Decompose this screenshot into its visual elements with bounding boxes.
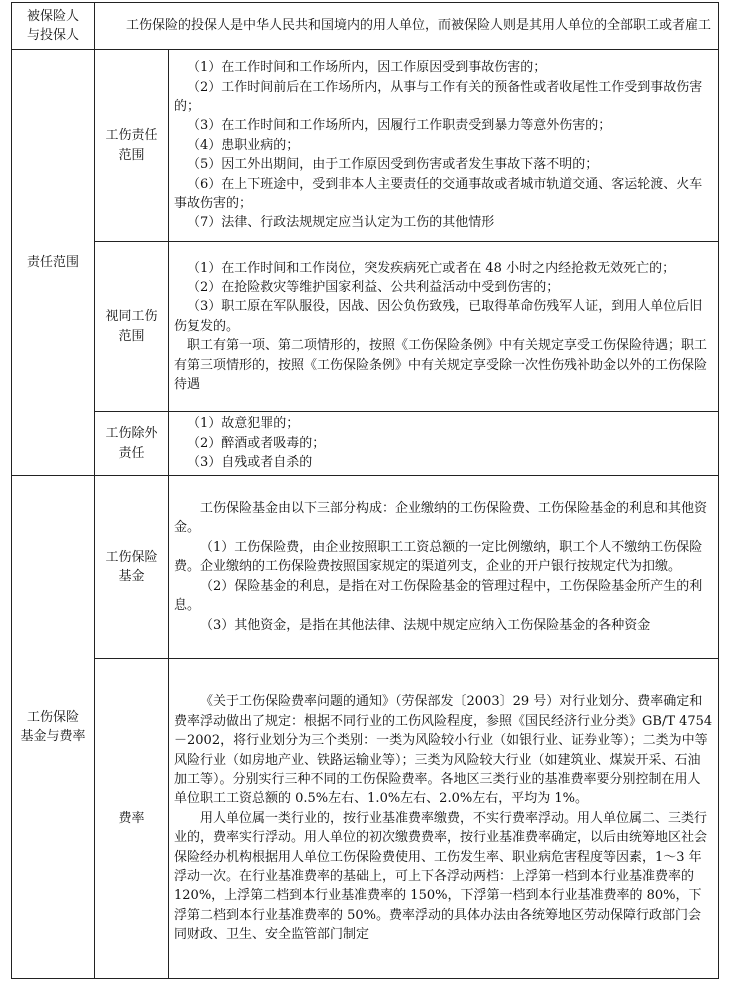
row-insured-policyholder bbox=[12, 3, 719, 50]
fund-rate-label-cell bbox=[12, 476, 95, 979]
insurance-table bbox=[11, 2, 719, 979]
fund-label-line1: 工伤保险 bbox=[105, 549, 158, 565]
exclusion-label-cell bbox=[95, 412, 169, 476]
insured-text: 工伤保险的投保人是中华人民共和国境内的用人单位，而被保险人则是其用人单位的全部职工或者雇工 bbox=[126, 18, 712, 34]
rate-label-cell bbox=[95, 659, 169, 979]
deemed-item-3: （3）职工原在军队服役，因战、因公负伤致残，已取得革命伤残军人证，到用人单位后旧伤复发的。 bbox=[174, 299, 703, 334]
fund-paragraph-3: （2）保险基金的利息，是指在对工伤保险基金的管理过程中，工伤保险基金所产生的利息。 bbox=[174, 578, 703, 614]
deemed-content bbox=[169, 242, 719, 412]
insured-label-line2: 与投保人 bbox=[26, 28, 79, 43]
insured-label-cell bbox=[12, 3, 95, 50]
row-fund bbox=[12, 476, 719, 659]
scope-label-cell bbox=[12, 50, 95, 476]
rate-paragraph-1: 《关于工伤保险费率问题的通知》（劳保部发〔2003〕29 号）对行业划分、费率确定和费率浮动做出了规定：根据不同行业的工伤风险程度，参照《国民经济行业分类》GB/T 4754－2002，将行业划分为三个类别：一类为风险较小行业（如银行业、证券业等）；二类为中等风险行业（如房地产业、铁路运输业等）；三类为风险较大行业（如建筑业、煤炭开采、石油加工等）。分别实行三种不同的工伤保险费率。各地区三类行业的基准费率要分别控制在用人单位职工工资总额的 0.5%左右、1.0%左右、2.0%左右，平均为 1%。 bbox=[174, 694, 713, 807]
responsibility-item-6: （6）在上下班途中，受到非本人主要责任的交通事故或者城市轨道交通、客运轮渡、火车事故伤害的； bbox=[174, 176, 703, 212]
responsibility-item-4: （4）患职业病的； bbox=[187, 137, 300, 153]
rate-content bbox=[169, 659, 719, 979]
responsibility-item-3: （3）在工作时间和工作场所内，因履行工作职责受到暴力等意外伤害的； bbox=[187, 118, 612, 134]
rate-label: 费率 bbox=[118, 810, 145, 826]
rate-paragraph-2: 用人单位属一类行业的，按行业基准费率缴费，不实行费率浮动。用人单位属二、三类行业的，费率实行浮动。用人单位的初次缴费费率，按行业基准费率确定，以后由统筹地区社会保险经办机构根据用人单位工伤保险费使用、工伤发生率、职业病危害程度等因素，1～3 年浮动一次。在行业基准费率的基础上，可上下各浮动两档：上浮第一档到本行业基准费率的 120%，上浮第二档到本行业基准费率的 150%，下浮第一档到本行业基准费率的 80%，下浮第二档到本行业基准费率的 50%。费率浮动的具体办法由各统筹地区劳动保障行政部门会同财政、卫生、安全监管部门制定 bbox=[174, 810, 708, 943]
exclusion-item-2: （2）醉酒或者吸毒的； bbox=[187, 435, 326, 451]
responsibility-label-cell bbox=[95, 50, 169, 242]
deemed-label-line1: 视同工伤 bbox=[105, 309, 158, 325]
exclusion-label-line1: 工伤除外 bbox=[105, 426, 158, 442]
insured-text-cell bbox=[95, 3, 719, 50]
row-responsibility-scope bbox=[12, 50, 719, 242]
exclusion-label-line2: 责任 bbox=[118, 445, 145, 461]
insured-label-line1: 被保险人 bbox=[26, 8, 79, 24]
fund-paragraph-2: （1）工伤保险费，由企业按照职工工资总额的一定比例缴纳，职工个人不缴纳工伤保险费。企业缴纳的工伤保险费按照国家规定的渠道列支，企业的开户银行按规定代为扣缴。 bbox=[174, 539, 703, 575]
exclusion-item-3: （3）自残或者自杀的 bbox=[187, 455, 313, 471]
responsibility-label-line1: 工伤责任 bbox=[105, 128, 158, 144]
deemed-label-line2: 范围 bbox=[118, 328, 145, 344]
deemed-item-2: （2）在抢险救灾等维护国家利益、公共利益活动中受到伤害的； bbox=[187, 279, 560, 295]
responsibility-label-line2: 范围 bbox=[118, 147, 145, 163]
row-rate bbox=[12, 659, 719, 979]
deemed-label-cell bbox=[95, 242, 169, 412]
exclusion-content bbox=[169, 412, 719, 476]
fund-label-line2: 基金 bbox=[118, 569, 145, 584]
fund-rate-label-line1: 工伤保险 bbox=[26, 709, 79, 725]
fund-paragraph-4: （3）其他资金，是指在其他法律、法规中规定应纳入工伤保险基金的各种资金 bbox=[200, 617, 651, 633]
deemed-item-1: （1）在工作时间和工作岗位，突发疾病死亡或者在 48 小时之内经抢救无效死亡的； bbox=[187, 260, 676, 276]
fund-content bbox=[169, 476, 719, 659]
row-deemed-scope bbox=[12, 242, 719, 412]
fund-paragraph-1: 工伤保险基金由以下三部分构成：企业缴纳的工伤保险费、工伤保险基金的利息和其他资金。 bbox=[174, 501, 708, 536]
responsibility-content bbox=[169, 50, 719, 242]
scope-label: 责任范围 bbox=[26, 254, 79, 270]
responsibility-item-5: （5）因工外出期间，由于工作原因受到伤害或者发生事故下落不明的； bbox=[187, 157, 599, 173]
exclusion-item-1: （1）故意犯罪的； bbox=[187, 416, 300, 432]
responsibility-item-1: （1）在工作时间和工作场所内，因工作原因受到事故伤害的； bbox=[187, 60, 547, 76]
responsibility-item-7: （7）法律、行政法规规定应当认定为工伤的其他情形 bbox=[187, 215, 495, 231]
responsibility-item-2: （2）工作时间前后在工作场所内，从事与工作有关的预备性或者收尾性工作受到事故伤害的； bbox=[174, 79, 703, 114]
fund-label-cell bbox=[95, 476, 169, 659]
row-exclusion bbox=[12, 412, 719, 476]
fund-rate-label-line2: 基金与费率 bbox=[20, 729, 86, 744]
deemed-note: 职工有第一项、第二项情形的，按照《工伤保险条例》中有关规定享受工伤保险待遇；职工有第三项情形的，按照《工伤保险条例》中有关规定享受除一次性伤残补助金以外的工伤保险待遇 bbox=[174, 338, 708, 393]
